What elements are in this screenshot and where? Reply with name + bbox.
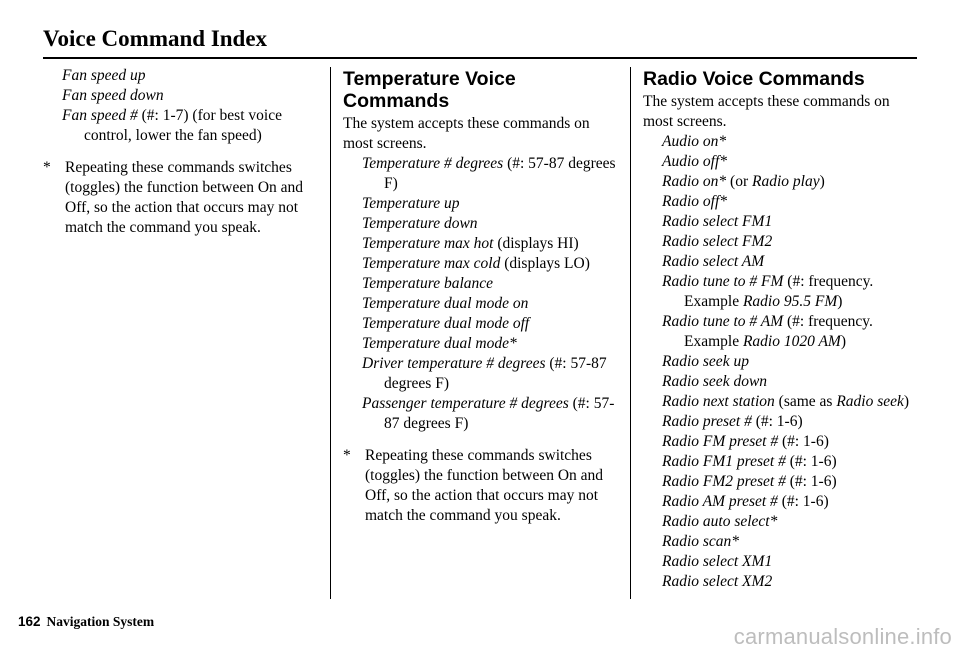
footer-section: Navigation System	[46, 614, 155, 629]
section-heading-temperature: Temperature Voice Commands	[343, 68, 516, 112]
watermark: carmanualsonline.info	[733, 624, 952, 649]
command-item: Radio tune to # FM (#: frequency. Example Radio 95.5 FM)	[662, 273, 874, 310]
command-item: Radio off*	[662, 193, 728, 210]
page-footer	[18, 614, 154, 630]
command-item: Radio select FM2	[662, 233, 773, 250]
command-item: Temperature down	[362, 215, 478, 232]
command-item: Radio select AM	[662, 253, 765, 270]
command-item: Radio on* (or Radio play)	[662, 173, 825, 190]
command-item: Temperature dual mode*	[362, 335, 517, 352]
column-1	[43, 66, 323, 238]
command-item: Radio preset # (#: 1-6)	[662, 413, 803, 430]
command-item: Passenger temperature # degrees (#: 57-87 degrees F)	[362, 395, 615, 432]
command-item: Temperature up	[362, 195, 460, 212]
command-item: Radio select XM1	[662, 553, 773, 570]
command-item: Driver temperature # degrees (#: 57-87 degrees F)	[362, 355, 607, 392]
command-item: Radio select FM1	[662, 213, 773, 230]
section-intro: The system accepts these commands on most screens.	[343, 115, 590, 152]
command-item: Radio select XM2	[662, 573, 773, 590]
page-title: Voice Command Index	[43, 26, 268, 51]
command-item: Radio seek up	[662, 353, 749, 370]
command-item: Fan speed down	[62, 87, 164, 104]
command-item: Temperature dual mode on	[362, 295, 529, 312]
command-item: Temperature balance	[362, 275, 494, 292]
command-item: Radio AM preset # (#: 1-6)	[662, 493, 829, 510]
command-item: Radio auto select*	[662, 513, 778, 530]
column-divider-1	[330, 67, 331, 599]
command-item: Fan speed # (#: 1-7) (for best voice control, lower the fan speed)	[62, 107, 282, 144]
command-item: Radio scan*	[662, 533, 740, 550]
column-2	[343, 66, 621, 526]
command-item: Temperature dual mode off	[362, 315, 530, 332]
command-item: Fan speed up	[62, 67, 146, 84]
footnote: * Repeating these commands switches (toggles) the function between On and Off, so the action that occurs may not match the command you speak.	[43, 159, 304, 236]
command-item: Temperature max cold (displays LO)	[362, 255, 590, 272]
title-rule	[43, 57, 917, 59]
command-item: Radio next station (same as Radio seek)	[662, 393, 910, 410]
command-item: Temperature # degrees (#: 57-87 degrees F)	[362, 155, 616, 192]
command-item: Temperature max hot (displays HI)	[362, 235, 579, 252]
column-3	[643, 66, 923, 592]
radio-command-list	[643, 132, 923, 592]
footnote: * Repeating these commands switches (toggles) the function between On and Off, so the action that occurs may not match the command you speak.	[343, 447, 604, 524]
command-item: Audio on*	[662, 133, 727, 150]
command-item: Radio FM preset # (#: 1-6)	[662, 433, 829, 450]
column-divider-2	[630, 67, 631, 599]
command-item: Radio seek down	[662, 373, 768, 390]
page-number: 162	[18, 614, 41, 629]
command-item: Radio FM2 preset # (#: 1-6)	[662, 473, 837, 490]
command-item: Radio FM1 preset # (#: 1-6)	[662, 453, 837, 470]
section-heading-radio: Radio Voice Commands	[643, 68, 865, 90]
command-item: Audio off*	[662, 153, 728, 170]
section-intro: The system accepts these commands on most screens.	[643, 93, 890, 130]
command-item: Radio tune to # AM (#: frequency. Example Radio 1020 AM)	[662, 313, 873, 350]
